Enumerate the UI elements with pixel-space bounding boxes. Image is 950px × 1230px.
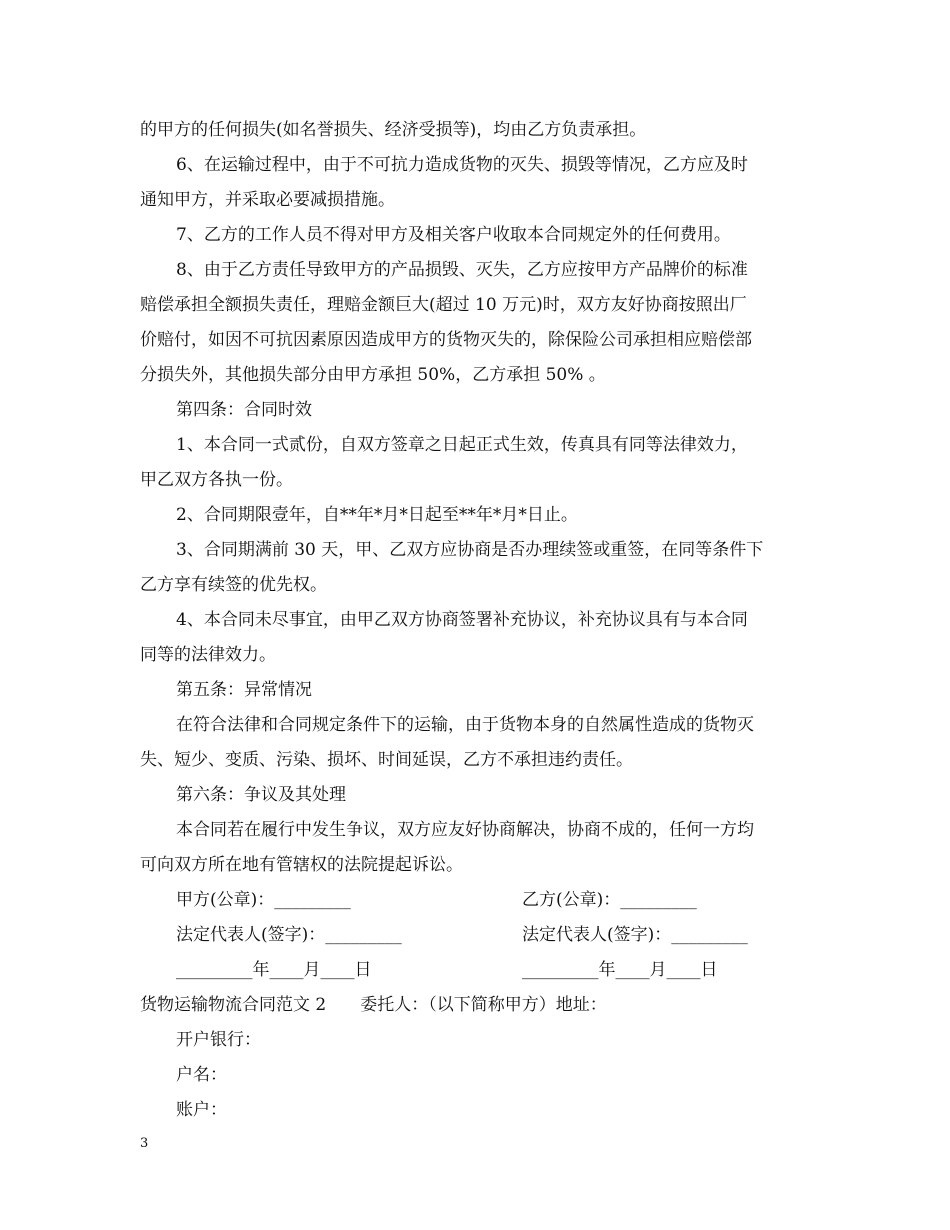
party-b-date: _________年____月____日 [522,960,718,980]
paragraph-line: 失、短少、变质、污染、损坏、时间延误，乙方不承担违约责任。 [140,750,633,770]
paragraph-line: 赔偿承担全额损失责任，理赔金额巨大(超过 10 万元)时，双方友好协商按照出厂 [140,295,747,315]
account-name-field: 户名： [176,1065,227,1085]
party-b-seal: 乙方(公章)：_________ [522,890,697,910]
contract-title-line: 货物运输物流合同范文 2 委托人：（以下简称甲方）地址： [140,995,607,1015]
paragraph-line: 4、本合同未尽事宜，由甲乙双方协商签署补充协议，补充协议具有与本合同 [176,610,748,630]
paragraph-line: 的甲方的任何损失(如名誉损失、经济受损等)，均由乙方负责承担。 [140,120,647,140]
paragraph-line: 8、由于乙方责任导致甲方的产品损毁、灭失，乙方应按甲方产品牌价的标准 [176,260,748,280]
section-heading: 第五条：异常情况 [176,680,312,700]
paragraph-line: 价赔付，如因不可抗因素原因造成甲方的货物灭失的，除保险公司承担相应赔偿部 [140,330,752,350]
party-a-representative: 法定代表人(签字)：_________ [176,925,402,945]
paragraph-line: 同等的法律效力。 [140,645,276,665]
paragraph-line: 7、乙方的工作人员不得对甲方及相关客户收取本合同规定外的任何费用。 [176,225,731,245]
party-b-representative: 法定代表人(签字)：_________ [522,925,748,945]
paragraph-line: 1、本合同一式贰份，自双方签章之日起正式生效，传真具有同等法律效力， [176,435,748,455]
paragraph-line: 6、在运输过程中，由于不可抗力造成货物的灭失、损毁等情况，乙方应及时 [176,155,748,175]
paragraph-line: 3、合同期满前 30 天，甲、乙双方应协商是否办理续签或重签，在同等条件下 [176,540,764,560]
bank-field: 开户银行： [176,1030,261,1050]
paragraph-line: 分损失外，其他损失部分由甲方承担 50%，乙方承担 50% 。 [140,365,606,385]
section-heading: 第四条：合同时效 [176,400,312,420]
document-body [140,113,810,1128]
account-number-field: 账户： [176,1100,227,1120]
paragraph-line: 在符合法律和合同规定条件下的运输，由于货物本身的自然属性造成的货物灭 [176,715,754,735]
paragraph-line: 通知甲方，并采取必要减损措施。 [140,190,395,210]
signature-row [140,918,810,953]
paragraph-line: 可向双方所在地有管辖权的法院提起诉讼。 [140,855,463,875]
section-heading: 第六条：争议及其处理 [176,785,346,805]
signature-row [140,883,810,918]
party-a-date: _________年____月____日 [176,960,372,980]
paragraph-line: 本合同若在履行中发生争议，双方应友好协商解决，协商不成的，任何一方均 [176,820,754,840]
paragraph-line: 甲乙双方各执一份。 [140,470,293,490]
signature-row [140,953,810,988]
paragraph-line: 2、合同期限壹年，自**年*月*日起至**年*月*日止。 [176,505,578,525]
party-a-seal: 甲方(公章)：_________ [176,890,351,910]
paragraph-line: 乙方享有续签的优先权。 [140,575,327,595]
page-number: 3 [140,1136,149,1151]
